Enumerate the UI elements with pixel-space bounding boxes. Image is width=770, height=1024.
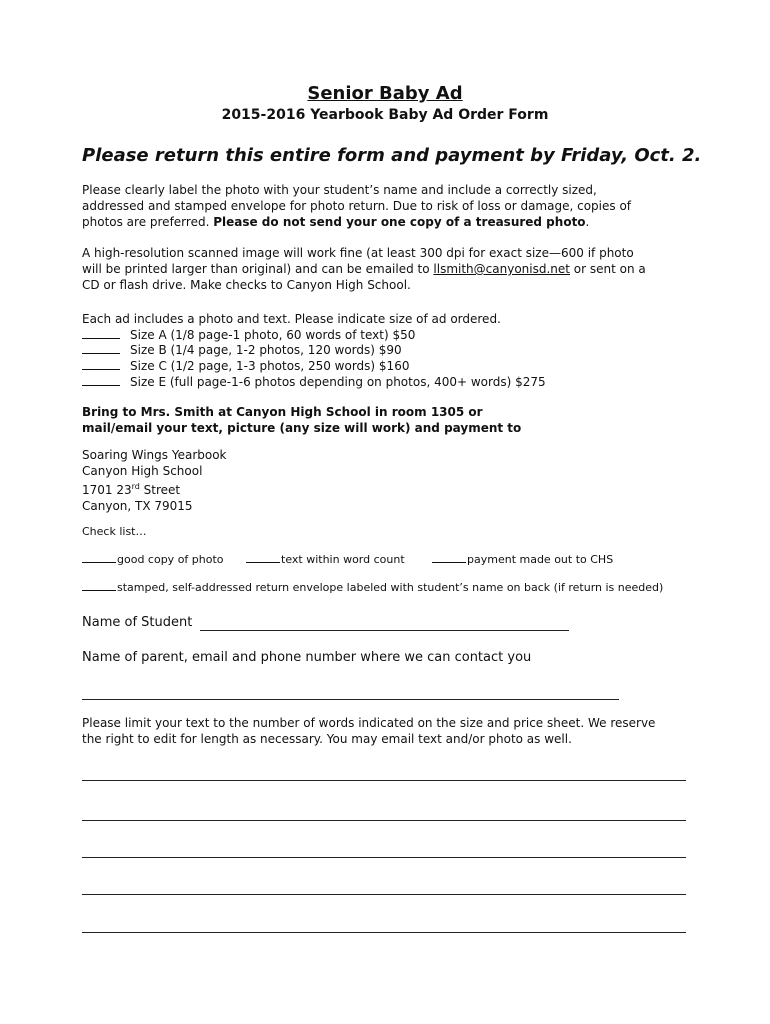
- size-a-blank[interactable]: [82, 328, 120, 339]
- student-name-field[interactable]: [200, 630, 569, 631]
- checklist-heading: Check list…: [82, 525, 147, 538]
- scan-instructions-text: or sent on a: [569, 262, 646, 276]
- delivery-line: Bring to Mrs. Smith at Canyon High School in room 1305 or: [82, 405, 483, 419]
- deadline-notice: Please return this entire form and payment by Friday, Oct. 2.: [82, 145, 702, 166]
- scan-instructions-line: A high-resolution scanned image will work fine (at least 300 dpi for exact size—600 if photo: [82, 246, 634, 260]
- street-name: Street: [139, 483, 181, 497]
- checklist-blank[interactable]: [82, 581, 116, 591]
- photo-instructions: [82, 182, 702, 230]
- text-limit-notice: [82, 715, 702, 747]
- checklist-blank[interactable]: [246, 553, 280, 563]
- ad-text-line[interactable]: [82, 780, 686, 781]
- ad-size-label: Size C (1/2 page, 1-3 photos, 250 words) $160: [130, 359, 410, 374]
- ad-text-line[interactable]: [82, 932, 686, 933]
- checklist-item-envelope: [82, 581, 663, 594]
- checklist-item-photo: [82, 553, 224, 566]
- size-b-blank[interactable]: [82, 343, 120, 354]
- street-ordinal: rd: [131, 482, 140, 491]
- photo-instructions-line: addressed and stamped envelope for photo return. Due to risk of loss or damage, copies of: [82, 199, 632, 213]
- scan-instructions: [82, 245, 702, 293]
- street-number: 1701 23: [82, 483, 132, 497]
- ad-size-label: Size E (full page-1-6 photos depending on photos, 400+ words) $275: [130, 374, 546, 389]
- size-c-blank[interactable]: [82, 359, 120, 370]
- form-title: Senior Baby Ad: [307, 83, 463, 104]
- size-e-blank[interactable]: [82, 375, 120, 386]
- period: .: [585, 215, 590, 229]
- checklist-item-word-count: [246, 553, 405, 566]
- ad-text-line[interactable]: [82, 857, 686, 858]
- delivery-instructions: [82, 404, 521, 436]
- checklist-label: text within word count: [281, 553, 405, 566]
- parent-contact-label: Name of parent, email and phone number where we can contact you: [82, 650, 532, 665]
- mailing-address: [82, 447, 227, 514]
- ad-size-options: [82, 312, 546, 391]
- checklist-blank[interactable]: [82, 553, 116, 563]
- ad-size-heading: Each ad includes a photo and text. Please indicate size of ad ordered.: [82, 312, 501, 326]
- scan-instructions-line: [82, 261, 702, 277]
- ad-size-label: Size A (1/8 page-1 photo, 60 words of text) $50: [130, 327, 416, 342]
- checklist-label: payment made out to CHS: [467, 553, 614, 566]
- ad-size-option: [82, 328, 546, 344]
- parent-contact-field[interactable]: [82, 699, 619, 700]
- address-city: Canyon, TX 79015: [82, 499, 193, 513]
- student-name-label: Name of Student: [82, 615, 193, 630]
- text-limit-line: Please limit your text to the number of words indicated on the size and price sheet. We reserve: [82, 716, 656, 730]
- ad-text-line[interactable]: [82, 820, 686, 821]
- address-name: Soaring Wings Yearbook: [82, 448, 227, 462]
- checklist-item-payment: [432, 553, 613, 566]
- scan-instructions-line: CD or flash drive. Make checks to Canyon High School.: [82, 278, 411, 292]
- checklist-label: stamped, self-addressed return envelope labeled with student’s name on back (if return is needed): [117, 581, 664, 594]
- photo-instructions-line: [82, 214, 702, 230]
- ad-size-option: [82, 343, 546, 359]
- ad-size-label: Size B (1/4 page, 1-2 photos, 120 words) $90: [130, 343, 402, 358]
- address-school: Canyon High School: [82, 464, 203, 478]
- checklist-blank[interactable]: [432, 553, 466, 563]
- address-street: [82, 479, 227, 498]
- ad-size-option: [82, 375, 546, 391]
- photo-instructions-text: photos are preferred.: [82, 215, 214, 229]
- ad-text-line[interactable]: [82, 894, 686, 895]
- ad-size-option: [82, 359, 546, 375]
- scan-instructions-text: will be printed larger than original) and can be emailed to: [82, 262, 434, 276]
- email-link[interactable]: llsmith@canyonisd.net: [433, 262, 570, 276]
- text-limit-line: the right to edit for length as necessary. You may email text and/or photo as well.: [82, 732, 572, 746]
- treasured-photo-warning: Please do not send your one copy of a treasured photo: [213, 215, 586, 229]
- checklist-label: good copy of photo: [117, 553, 224, 566]
- delivery-line: mail/email your text, picture (any size will work) and payment to: [82, 421, 522, 435]
- form-subtitle: 2015-2016 Yearbook Baby Ad Order Form: [221, 107, 549, 123]
- photo-instructions-line: Please clearly label the photo with your student’s name and include a correctly sized,: [82, 183, 597, 197]
